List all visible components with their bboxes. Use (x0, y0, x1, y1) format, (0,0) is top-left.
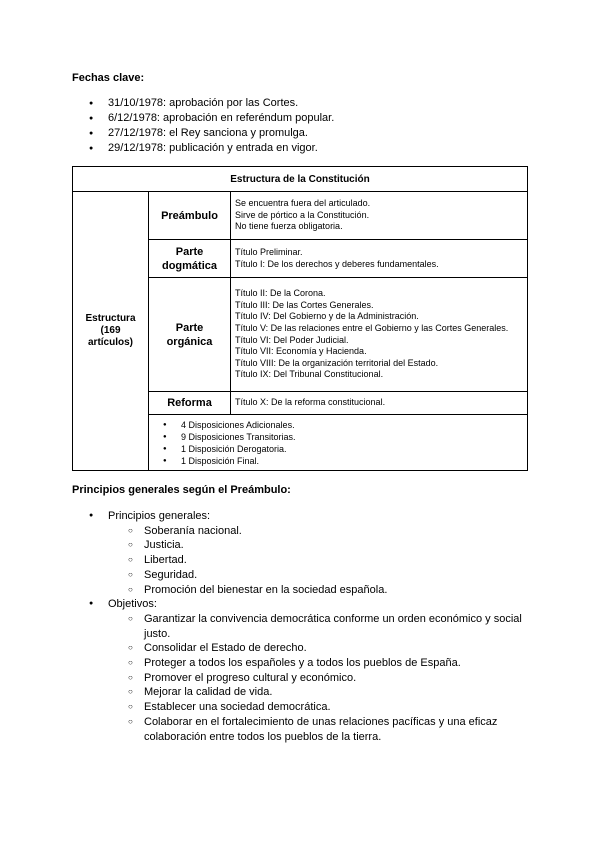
detail-line: Título III: De las Cortes Generales. (235, 299, 374, 310)
detail-line: Título IX: Del Tribunal Constitucional. (235, 369, 384, 380)
detail-line: Título Preliminar. (235, 246, 303, 257)
list-item (72, 509, 532, 597)
list-item: ● 1 Disposición Derogatoria. (153, 443, 523, 455)
list-item: ● 6/12/1978: aprobación en referéndum popular. (72, 111, 334, 126)
list-item: ○ Proteger a todos los españoles y a todos los pueblos de España. (108, 656, 532, 671)
detail-line: Título VIII: De la organización territorial del Estado. (235, 357, 439, 368)
detail-line: Título VII: Economía y Hacienda. (235, 346, 367, 357)
list-item: ○ Promoción del bienestar en la sociedad española. (108, 583, 532, 598)
section-name-preambulo: Preámbulo (149, 192, 231, 240)
group-label: Principios generales: (108, 510, 211, 522)
list-item: ○ Soberanía nacional. (108, 524, 532, 539)
detail-line: Título IV: Del Gobierno y de la Administración. (235, 311, 419, 322)
estructura-table (72, 166, 528, 471)
sub-list (108, 524, 532, 598)
list-item: ● 31/10/1978: aprobación por las Cortes. (72, 96, 334, 111)
detail-line: Título VI: Del Poder Judicial. (235, 334, 349, 345)
table-title: Estructura de la Constitución (73, 167, 528, 192)
fechas-list (72, 96, 334, 156)
list-item: ○ Justicia. (108, 538, 532, 553)
list-item: ○ Colaborar en el fortalecimiento de unas relaciones pacíficas y una eficaz colaboración entre todos los pueblos de la tierra. (108, 715, 532, 744)
list-item: ○ Promover el progreso cultural y económico. (108, 671, 532, 686)
section-name-dogmatica: Parte dogmática (149, 240, 231, 278)
list-item: ● 29/12/1978: publicación y entrada en vigor. (72, 141, 334, 156)
section-detail-dogmatica (231, 240, 528, 278)
estructura-main-label: Estructura (169 artículos) (73, 192, 149, 471)
detail-line: Sirve de pórtico a la Constitución. (235, 209, 370, 220)
section-detail-reforma (231, 392, 528, 415)
fechas-heading: Fechas clave: (72, 72, 145, 84)
disposiciones-cell (149, 415, 528, 471)
group-label: Objetivos: (108, 598, 157, 611)
list-item: ○ Libertad. (108, 553, 532, 568)
list-item: ● 9 Disposiciones Transitorias. (153, 431, 523, 443)
section-name-reforma: Reforma (149, 392, 231, 415)
detail-line: Título X: De la reforma constitucional. (235, 397, 386, 408)
detail-line: Título V: De las relaciones entre el Gobierno y las Cortes Generales. (235, 322, 509, 333)
list-item: ○ Mejorar la calidad de vida. (108, 685, 532, 700)
list-item: ○ Establecer una sociedad democrática. (108, 700, 532, 715)
detail-line: Título II: De la Corona. (235, 288, 326, 299)
detail-line: Se encuentra fuera del articulado. (235, 198, 371, 209)
principios-list (72, 509, 532, 744)
list-item: ● 4 Disposiciones Adicionales. (153, 419, 523, 431)
list-item: ● 27/12/1978: el Rey sanciona y promulga. (72, 126, 334, 141)
list-item: ○ Garantizar la convivencia democrática conforme un orden económico y social justo. (108, 612, 532, 641)
section-detail-organica (231, 278, 528, 392)
detail-line: Título I: De los derechos y deberes fundamentales. (235, 258, 439, 269)
sub-list (108, 612, 532, 744)
detail-line: No tiene fuerza obligatoria. (235, 221, 343, 232)
section-detail-preambulo (231, 192, 528, 240)
list-item: ○ Consolidar el Estado de derecho. (108, 641, 532, 656)
list-item: ● 1 Disposición Final. (153, 455, 523, 467)
section-name-organica: Parte orgánica (149, 278, 231, 392)
list-item: ○ Seguridad. (108, 568, 532, 583)
disposiciones-list (153, 419, 523, 467)
principios-heading: Principios generales según el Preámbulo: (72, 484, 291, 496)
list-item (72, 597, 532, 744)
